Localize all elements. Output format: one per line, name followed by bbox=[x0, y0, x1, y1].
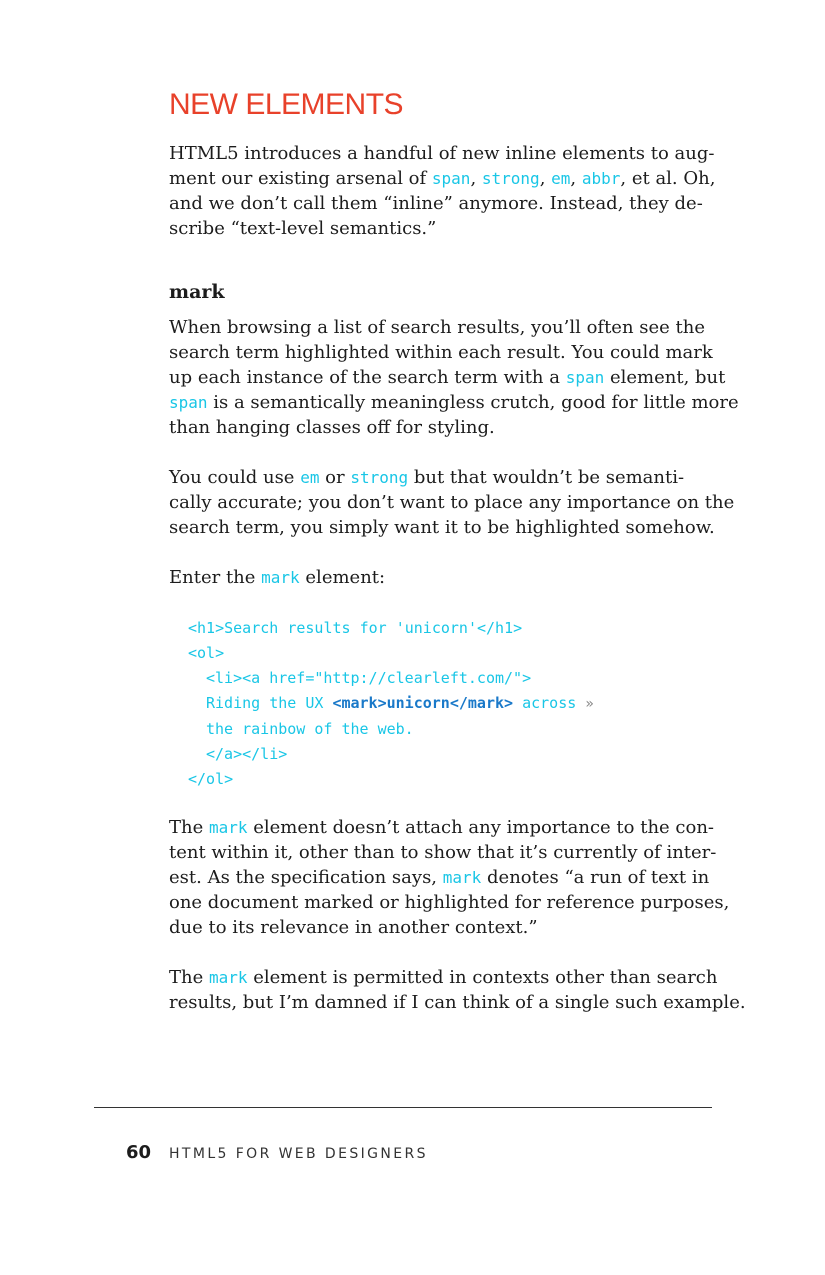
text-line: HTML5 introduces a handful of new inline elements to aug- bbox=[169, 143, 715, 164]
text-line: tent within it, other than to show that it’s currently of inter- bbox=[169, 842, 717, 863]
text-line: due to its relevance in another context.” bbox=[169, 917, 538, 938]
text-run: element doesn’t attach any importance to the con- bbox=[247, 817, 715, 838]
text-line bbox=[169, 465, 729, 490]
code-line: <ol> bbox=[188, 644, 225, 662]
text-run: , bbox=[470, 168, 482, 189]
code-mark-highlight: <mark>unicorn</mark> bbox=[332, 694, 514, 712]
footer-divider bbox=[94, 1107, 712, 1108]
section-title: NEW ELEMENTS bbox=[169, 88, 404, 121]
text-run: The bbox=[169, 817, 209, 838]
text-run: element is permitted in contexts other than search bbox=[247, 967, 718, 988]
text-line: than hanging classes off for styling. bbox=[169, 417, 495, 438]
code-strong: strong bbox=[481, 169, 540, 188]
code-mark: mark bbox=[208, 818, 248, 837]
code-line: </ol> bbox=[188, 770, 234, 788]
code-line: </a></li> bbox=[206, 745, 288, 763]
code-mark: mark bbox=[261, 568, 300, 587]
code-line: <h1>Search results for 'unicorn'</h1> bbox=[188, 619, 523, 637]
code-em: em bbox=[300, 468, 320, 487]
text-line bbox=[169, 865, 729, 890]
running-title: HTML5 FOR WEB DESIGNERS bbox=[169, 1146, 428, 1162]
text-line bbox=[169, 965, 729, 990]
text-run: , bbox=[570, 168, 582, 189]
code-run: across bbox=[513, 694, 586, 712]
text-run: or bbox=[319, 467, 351, 488]
code-line bbox=[188, 691, 594, 717]
text-run: , et al. Oh, bbox=[620, 168, 716, 189]
text-line: one document marked or highlighted for reference purposes, bbox=[169, 892, 730, 913]
text-run: denotes “a run of text in bbox=[481, 867, 710, 888]
paragraph-enter-mark bbox=[169, 565, 729, 590]
text-run: up each instance of the search term with a bbox=[169, 367, 566, 388]
text-run: est. As the specification says, bbox=[169, 867, 443, 888]
code-span: span bbox=[169, 393, 208, 412]
text-line: When browsing a list of search results, you’ll often see the bbox=[169, 317, 706, 338]
code-example bbox=[188, 616, 594, 792]
text-line bbox=[169, 166, 729, 191]
text-run: , bbox=[539, 168, 552, 189]
page-number: 60 bbox=[126, 1142, 152, 1163]
text-run: element: bbox=[299, 567, 386, 588]
text-run: is a semantically meaningless crutch, good for little more bbox=[207, 392, 739, 413]
text-run: but that wouldn’t be semanti- bbox=[408, 467, 685, 488]
code-strong: strong bbox=[350, 468, 409, 487]
code-abbr: abbr bbox=[581, 169, 621, 188]
paragraph-em-strong bbox=[169, 465, 735, 540]
text-line: scribe “text-level semantics.” bbox=[169, 218, 437, 239]
line-continuation-glyph: » bbox=[585, 696, 594, 712]
code-mark: mark bbox=[208, 968, 248, 987]
code-line: the rainbow of the web. bbox=[206, 720, 414, 738]
text-line: search term highlighted within each result. You could mark bbox=[169, 342, 713, 363]
text-line bbox=[169, 565, 729, 590]
code-em: em bbox=[551, 169, 571, 188]
code-run: Riding the UX bbox=[206, 694, 333, 712]
text-line: results, but I’m damned if I can think of a single such example. bbox=[169, 992, 746, 1013]
code-span: span bbox=[431, 169, 471, 188]
text-run: element, but bbox=[604, 367, 726, 388]
text-line bbox=[169, 390, 739, 415]
text-run: The bbox=[169, 967, 209, 988]
paragraph-mark-contexts bbox=[169, 965, 746, 1015]
text-line: cally accurate; you don’t want to place any importance on the bbox=[169, 492, 735, 513]
text-line bbox=[169, 365, 729, 390]
code-line: <li><a href="http://clearleft.com/"> bbox=[206, 669, 532, 687]
text-line: and we don’t call them “inline” anymore. Instead, they de- bbox=[169, 193, 703, 214]
subsection-title-mark: mark bbox=[169, 281, 225, 303]
text-line: search term, you simply want it to be highlighted somehow. bbox=[169, 517, 715, 538]
text-run: Enter the bbox=[169, 567, 262, 588]
text-run: You could use bbox=[169, 467, 301, 488]
code-mark: mark bbox=[442, 868, 482, 887]
paragraph-search-results bbox=[169, 315, 739, 440]
text-line bbox=[169, 815, 729, 840]
code-span: span bbox=[565, 368, 605, 387]
intro-paragraph bbox=[169, 141, 729, 241]
text-run: ment our existing arsenal of bbox=[169, 168, 432, 189]
paragraph-mark-importance bbox=[169, 815, 729, 940]
